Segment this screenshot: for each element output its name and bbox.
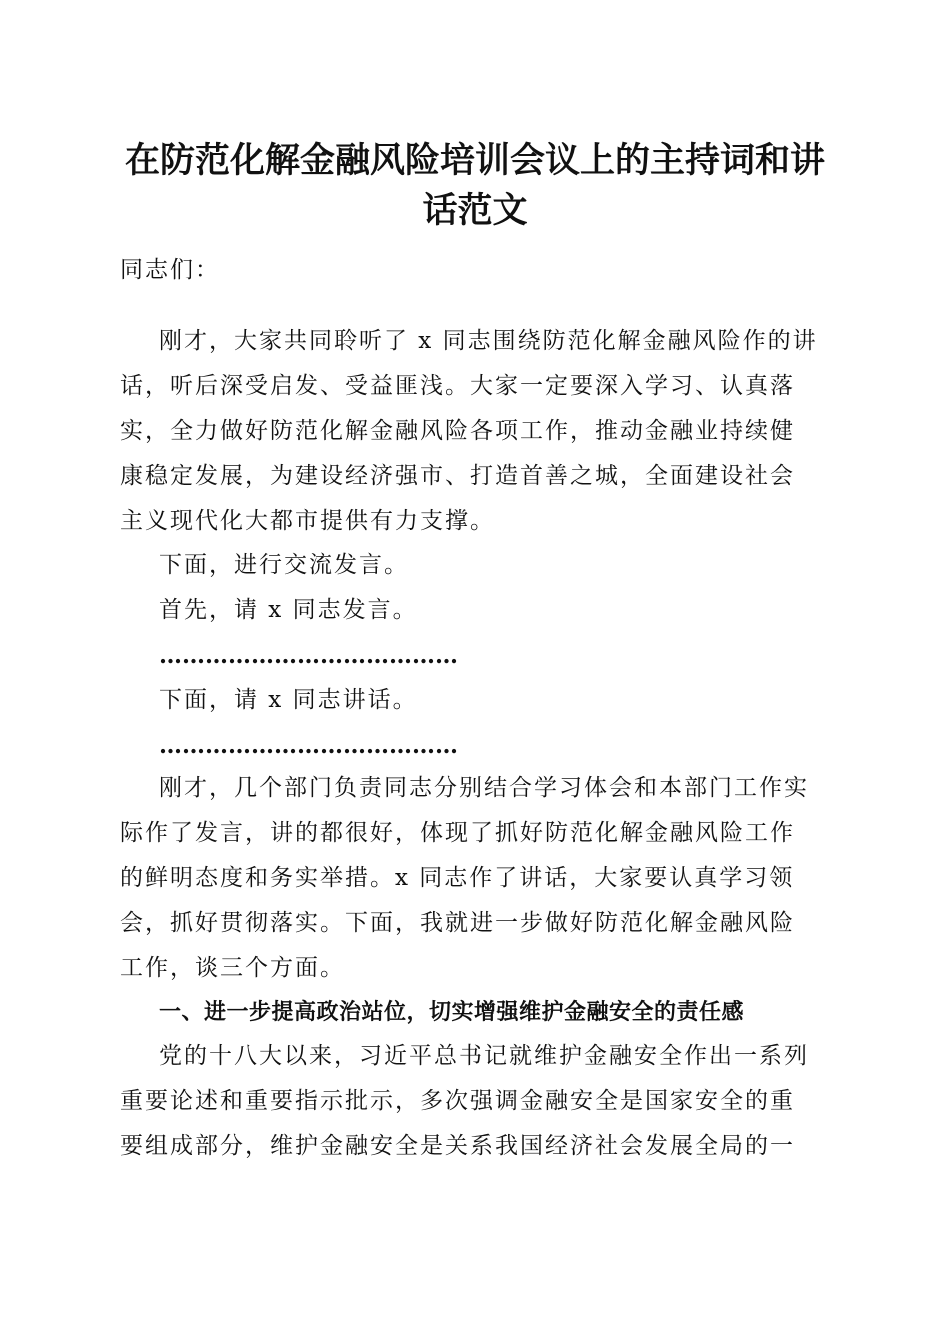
paragraph-1-line: 康稳定发展，为建设经济强市、打造首善之城，全面建设社会	[120, 463, 795, 489]
paragraph-4: 下面，请 x 同志讲话。	[159, 687, 418, 713]
paragraph-1-line: 话，听后深受启发、受益匪浅。大家一定要深入学习、认真落	[120, 373, 795, 399]
paragraph-5-line: 工作，谈三个方面。	[120, 955, 345, 981]
paragraph-1-line: 刚才，大家共同聆听了 x 同志围绕防范化解金融风险作的讲	[159, 328, 818, 354]
document-title-line-1: 在防范化解金融风险培训会议上的主持词和讲	[124, 140, 825, 181]
paragraph-6-line: 重要论述和重要指示批示，多次强调金融安全是国家安全的重	[120, 1088, 795, 1114]
paragraph-1-line: 实，全力做好防范化解金融风险各项工作，推动金融业持续健	[120, 418, 795, 444]
paragraph-5-line: 的鲜明态度和务实举措。x 同志作了讲话，大家要认真学习领	[120, 865, 795, 891]
salutation: 同志们：	[120, 257, 220, 283]
document-title-line-2: 话范文	[422, 190, 528, 231]
paragraph-6-line: 要组成部分，维护金融安全是关系我国经济社会发展全局的一	[120, 1133, 795, 1159]
paragraph-3: 首先，请 x 同志发言。	[159, 597, 418, 623]
paragraph-5-line: 会，抓好贯彻落实。下面，我就进一步做好防范化解金融风险	[120, 910, 795, 936]
paragraph-2: 下面，进行交流发言。	[159, 552, 409, 578]
paragraph-5-line: 刚才，几个部门负责同志分别结合学习体会和本部门工作实	[159, 775, 809, 801]
ellipsis-line-2: …………………………………	[159, 732, 458, 759]
paragraph-1-line: 主义现代化大都市提供有力支撑。	[120, 508, 495, 534]
paragraph-6-line: 党的十八大以来，习近平总书记就维护金融安全作出一系列	[159, 1043, 809, 1069]
ellipsis-line-1: …………………………………	[159, 642, 458, 669]
section-heading-1: 一、进一步提高政治站位，切实增强维护金融安全的责任感	[159, 1000, 745, 1025]
paragraph-5-line: 际作了发言，讲的都很好，体现了抓好防范化解金融风险工作	[120, 820, 795, 846]
